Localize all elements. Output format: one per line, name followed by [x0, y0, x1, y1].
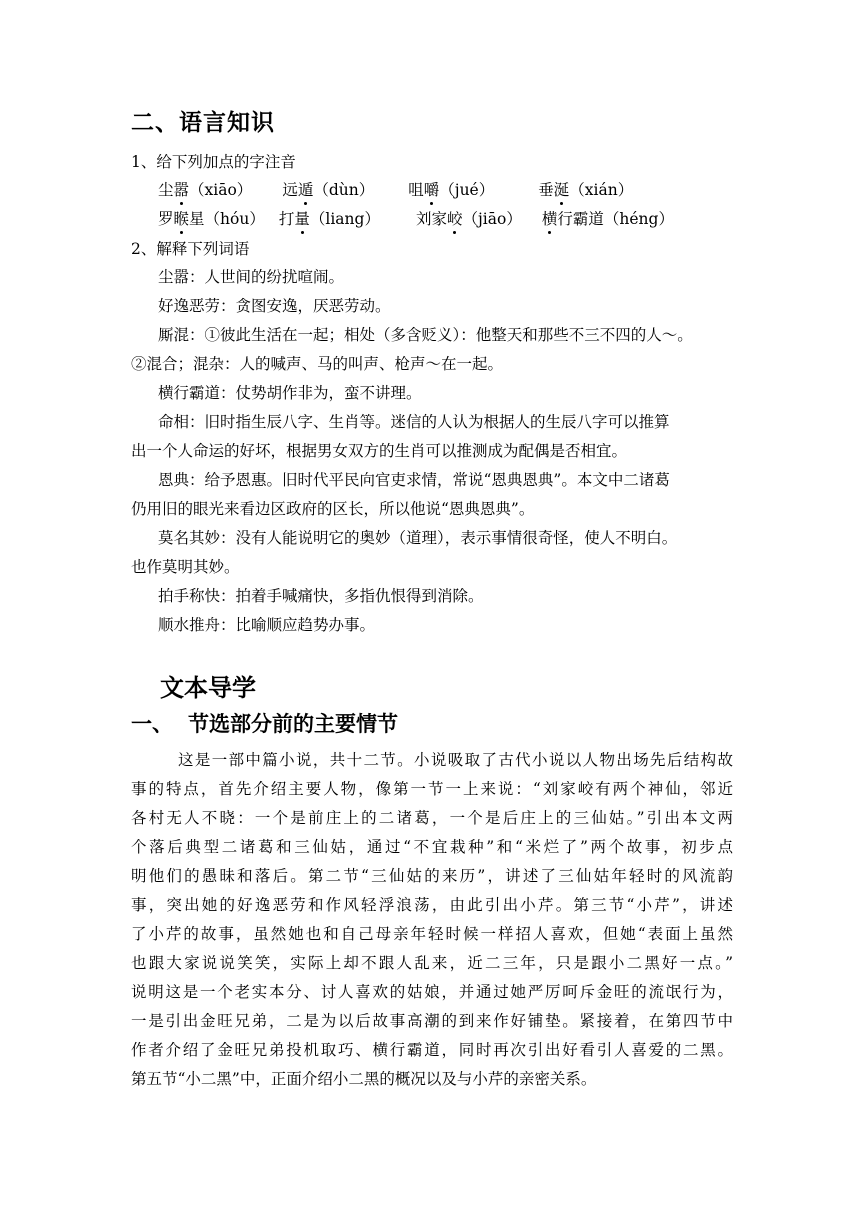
definition-paishouchengkuai: 拍手称快：拍着手喊痛快，多指仇恨得到消除。 [158, 587, 484, 605]
dotted-character: 量 [294, 207, 310, 229]
dotted-word: 罗睺星 [158, 210, 205, 228]
dotted-word: 横行霸道 [542, 210, 604, 228]
pinyin: （héng） [603, 210, 674, 228]
paragraph-line: 一是引出金旺兄弟，二是为以后故事高潮的到来作好铺垫。紧接着，在第四节中 [131, 1012, 733, 1030]
paragraph-line: 事的特点，首先介绍主要人物，像第一节一上来说：“刘家峧有两个神仙，邻近 [131, 780, 733, 798]
paragraph-line: 第五节“小二黑”中，正面介绍小二黑的概况以及与小芹的亲密关系。 [131, 1070, 597, 1088]
dotted-character: 嚼 [424, 178, 440, 200]
definition-endian-cont: 仍用旧的眼光来看边区政府的区长，所以他说“恩典恩典”。 [131, 500, 535, 518]
pronunciation-row-2 [158, 207, 674, 229]
subsection-title: 节选部分前的主要情节 [188, 712, 398, 736]
dotted-word: 打量 [279, 210, 310, 228]
pronunciation-items [158, 210, 674, 228]
pinyin: （liang） [309, 210, 380, 228]
pronunciation-item [408, 178, 494, 200]
pinyin: （hóu） [204, 210, 265, 228]
definition-mingxiang-cont: 出一个人命运的好坏，根据男女双方的生肖可以推测成为配偶是否相宜。 [131, 442, 628, 460]
dotted-word: 远遁 [282, 181, 313, 199]
plot-summary-paragraph [131, 746, 733, 1094]
paragraph-line: 作者介绍了金旺兄弟投机取巧、横行霸道，同时再次引出好看引人喜爱的二黑。 [131, 1041, 733, 1059]
pronunciation-items [158, 181, 633, 199]
definition-haoyiwulao: 好逸恶劳：贪图安逸，厌恶劳动。 [158, 297, 391, 315]
pronunciation-item [282, 178, 374, 200]
dotted-word: 尘嚣 [158, 181, 189, 199]
pinyin: （xiāo） [189, 181, 253, 199]
definition-mingxiang: 命相：旧时指生辰八字、生肖等。迷信的人认为根据人的生辰八字可以推算 [158, 413, 670, 431]
pronunciation-item [542, 207, 674, 229]
subsection-heading [131, 708, 398, 738]
dotted-character: 遁 [298, 178, 314, 200]
dotted-word: 咀嚼 [408, 181, 439, 199]
pronunciation-item [279, 207, 380, 229]
question-1: 1、给下列加点的字注音 [131, 153, 296, 171]
pronunciation-row-1 [158, 178, 633, 200]
definition-shunshuituizhou: 顺水推舟：比喻顺应趋势办事。 [158, 616, 376, 634]
pinyin: （jiāo） [462, 210, 522, 228]
section-heading-language: 二、语言知识 [131, 110, 275, 136]
question-2: 2、解释下列词语 [131, 240, 250, 258]
paragraph-line: 个落后典型二诸葛和三仙姑，通过“不宜栽种”和“米烂了”两个故事，初步点 [131, 838, 733, 856]
paragraph-line: 各村无人不晓：一个是前庄上的二诸葛，一个是后庄上的三仙姑。”引出本文两 [131, 809, 733, 827]
pronunciation-item [158, 207, 265, 229]
dotted-character: 横 [542, 207, 558, 229]
definition-sihun-cont: ②混合；混杂：人的喊声、马的叫声、枪声～在一起。 [131, 355, 504, 373]
paragraph-line: 事，突出她的好逸恶劳和作风轻浮浪荡，由此引出小芹。第三节“小芹”，讲述 [131, 896, 733, 914]
pinyin: （dùn） [313, 181, 375, 199]
dotted-word: 垂涎 [538, 181, 569, 199]
definition-sihun: 厮混：①彼此生活在一起；相处（多含贬义）：他整天和那些不三不四的人～。 [158, 326, 693, 344]
pinyin: （jué） [439, 181, 495, 199]
pronunciation-item [416, 207, 522, 229]
section-heading-text-guide: 文本导学 [160, 674, 256, 702]
definition-momingqimiao-cont: 也作莫明其妙。 [131, 558, 240, 576]
pronunciation-item [538, 178, 633, 200]
definition-hengxingbadao: 横行霸道：仗势胡作非为，蛮不讲理。 [158, 384, 422, 402]
dotted-character: 涎 [554, 178, 570, 200]
definition-chenxiao: 尘嚣：人世间的纷扰喧闹。 [158, 268, 345, 286]
dotted-word: 刘家峧 [416, 210, 463, 228]
subsection-number: 一、 [131, 712, 173, 736]
definition-endian: 恩典：给予恩惠。旧时代平民向官吏求情，常说“恩典恩典”。本文中二诸葛 [158, 471, 670, 489]
paragraph-line: 了小芹的故事，虽然她也和自己母亲年轻时候一样招人喜欢，但她“表面上虽然 [131, 925, 733, 943]
definition-momingqimiao: 莫名其妙：没有人能说明它的奥妙（道理），表示事情很奇怪，使人不明白。 [158, 529, 678, 547]
dotted-character: 峧 [447, 207, 463, 229]
pinyin: （xián） [569, 181, 634, 199]
paragraph-line: 也跟大家说说笑笑，实际上却不跟人乱来，近二三年，只是跟小二黑好一点。” [131, 954, 733, 972]
pronunciation-item [158, 178, 252, 200]
paragraph-line: 说明这是一个老实本分、讨人喜欢的姑娘，并通过她严厉呵斥金旺的流氓行为， [131, 983, 733, 1001]
paragraph-line: 这是一部中篇小说，共十二节。小说吸取了古代小说以人物出场先后结构故 [178, 751, 733, 769]
dotted-character: 嚣 [174, 178, 190, 200]
paragraph-line: 明他们的愚昧和落后。第二节“三仙姑的来历”，讲述了三仙姑年轻时的风流韵 [131, 867, 733, 885]
dotted-character: 睺 [174, 207, 190, 229]
